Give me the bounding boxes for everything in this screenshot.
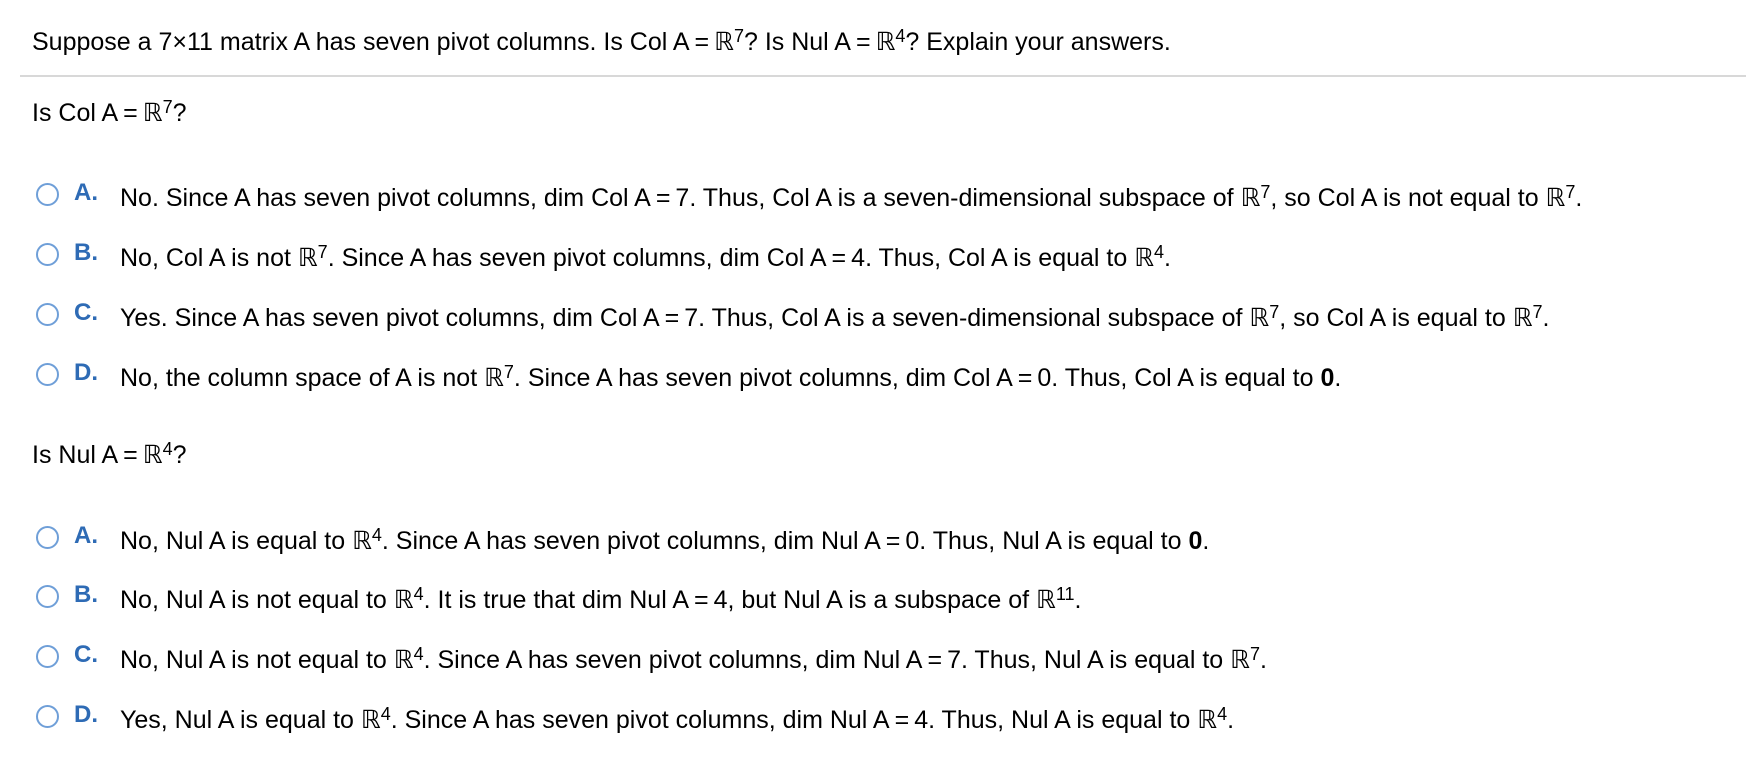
option-letter: D. <box>74 359 98 386</box>
option-text: Yes, Nul A is equal to ℝ$^4$. Since A has seven pivot columns, dim Nul A = 4. Thus, Nul A is equal to ℝ$^4$. <box>120 703 1235 734</box>
radio-button[interactable] <box>36 243 59 266</box>
radio-button[interactable] <box>36 645 59 668</box>
option-text: No, Col A is not ℝ$^7$. Since A has seven pivot columns, dim Col A = 4. Thus, Col A is equal to ℝ$^4$. <box>120 241 1171 272</box>
radio-button[interactable] <box>36 526 59 549</box>
radio-button[interactable] <box>36 585 59 608</box>
radio-button[interactable] <box>36 363 59 386</box>
option-text: No. Since A has seven pivot columns, dim Col A = 7. Thus, Col A is a seven-dimensional subspace of ℝ$^7$, so Col A is not equal to ℝ$^7$. <box>120 181 1583 212</box>
option-text: No, the column space of A is not ℝ$^7$. Since A has seven pivot columns, dim Col A = 0. Thus, Col A is equal to 0. <box>120 361 1342 392</box>
option-text: No, Nul A is not equal to ℝ$^4$. Since A has seven pivot columns, dim Nul A = 7. Thus, Nul A is equal to ℝ$^7$. <box>120 643 1267 674</box>
subquestion-col-prompt: Is Col A = ℝ$^7$? <box>32 96 187 127</box>
col-option-c[interactable] <box>36 297 1736 335</box>
question-text: Suppose a 7×11 matrix A has seven pivot columns. Is Col A = ℝ$^7$? Is Nul A = ℝ$^4$? Explain your answers. <box>32 25 1171 56</box>
radio-button[interactable] <box>36 303 59 326</box>
option-letter: B. <box>74 581 98 608</box>
nul-option-c[interactable] <box>36 639 1736 677</box>
option-letter: C. <box>74 641 98 668</box>
option-letter: B. <box>74 239 98 266</box>
col-option-b[interactable] <box>36 237 1736 275</box>
subquestion-nul-prompt: Is Nul A = ℝ$^4$? <box>32 438 187 469</box>
nul-option-a[interactable] <box>36 520 1736 558</box>
col-option-d[interactable] <box>36 357 1736 395</box>
nul-option-b[interactable] <box>36 579 1736 617</box>
nul-option-d[interactable] <box>36 699 1736 737</box>
option-text: No, Nul A is equal to ℝ$^4$. Since A has seven pivot columns, dim Nul A = 0. Thus, Nul A is equal to 0. <box>120 524 1210 555</box>
option-letter: A. <box>74 522 98 549</box>
col-option-a[interactable] <box>36 177 1736 215</box>
option-letter: D. <box>74 701 98 728</box>
radio-button[interactable] <box>36 183 59 206</box>
option-text: No, Nul A is not equal to ℝ$^4$. It is true that dim Nul A = 4, but Nul A is a subspace of ℝ$^{11}$. <box>120 583 1082 614</box>
option-letter: C. <box>74 299 98 326</box>
option-letter: A. <box>74 179 98 206</box>
radio-button[interactable] <box>36 705 59 728</box>
option-text: Yes. Since A has seven pivot columns, dim Col A = 7. Thus, Col A is a seven-dimensional subspace of ℝ$^7$, so Col A is equal to ℝ$^7$. <box>120 301 1550 332</box>
divider <box>20 75 1746 77</box>
